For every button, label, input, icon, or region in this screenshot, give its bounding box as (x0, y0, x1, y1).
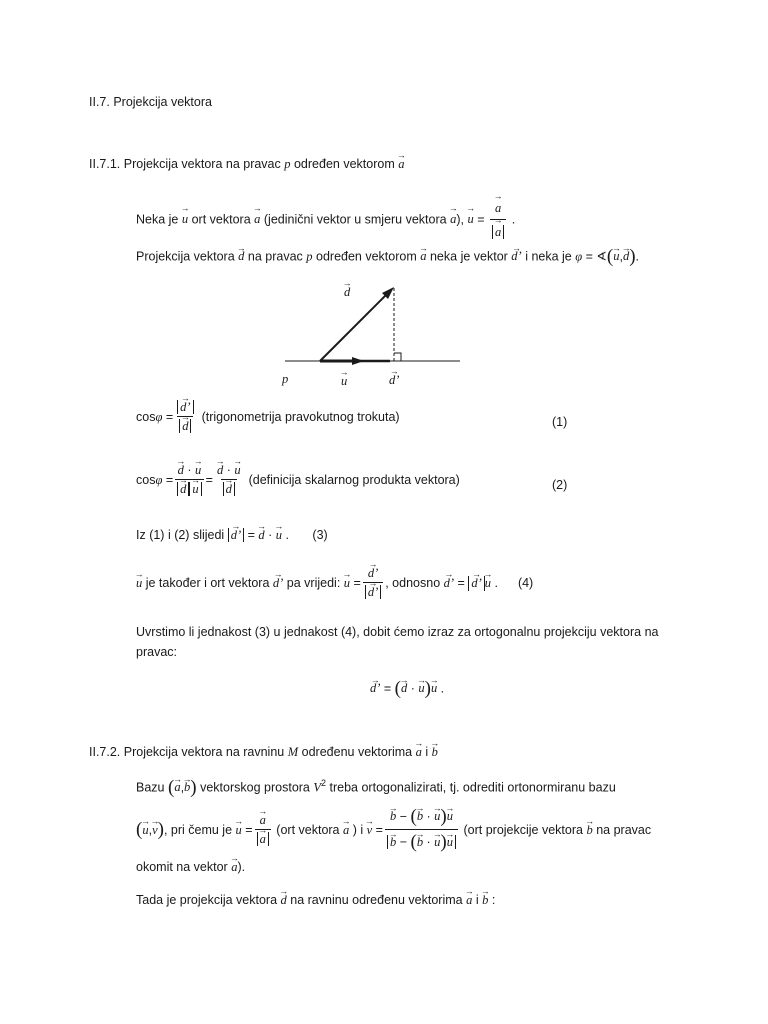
equation-3: Iz (1) i (2) slijedi → d’ = → d · → u . (3) (136, 528, 328, 543)
formula-u-fraction: → a → a (490, 198, 506, 242)
equation-1: cosφ = → d’ → d (trigonometrija pravokutnog trokuta) (136, 400, 400, 434)
figure-label-dprime: → d’ (389, 373, 399, 388)
formula-orthogonal-projection: → d’ = (→ d · → u)→ u . (370, 678, 444, 700)
subsection-heading-1: II.7.1. Projekcija vektora na pravac p određen vektorom → a (89, 157, 404, 172)
right-angle-mark (394, 353, 401, 361)
figure-label-d: → d (344, 285, 350, 300)
projection-figure (280, 278, 470, 393)
paragraph-substitution-line2: pravac: (136, 645, 177, 659)
subsection-heading-2: II.7.2. Projekcija vektora na ravninu M određenu vektorima → a i → b (89, 745, 438, 760)
figure-label-u: → u (341, 374, 347, 389)
equation-2-number: (2) (552, 478, 568, 492)
paragraph-basis-line2: ( → u , → v ) , pri čemu je → u = → a → a (ort vektora → a ) i → v = → b − (→ b · → u)→ u → b − (→ b · → u)→ u (ort projekcije vektora → b na pravac (136, 806, 651, 854)
paragraph-projection: Projekcija vektora → d na pravac p određen vektorom → a neka je vektor → d’ i neka je φ = ∢(→ u,→ d). (136, 246, 639, 268)
paragraph-basis-line3: okomit na vektor → a). (136, 860, 245, 875)
equation-2: cosφ = → d · → u → d→ u = → d · → u → d (definicija skalarnog produkta vektora) (136, 463, 460, 497)
equation-4: → u je također i ort vektora → d’ pa vrijedi: → u = → d’ → d’ , odnosno → d’ = → d’ → u . (4) (136, 566, 533, 600)
section-title: II.7. Projekcija vektora (89, 95, 212, 109)
equation-1-number: (1) (552, 415, 568, 429)
paragraph-ort-definition: Neka je → u ort vektora → a (jedinični vektor u smjeru vektora → a), → u = → a → a . (136, 198, 515, 242)
paragraph-plane-projection: Tada je projekcija vektora → d na ravninu određenu vektorima → a i → b : (136, 893, 495, 908)
figure-label-p: p (282, 372, 289, 386)
vector-a: → a (398, 157, 404, 172)
arrowhead-u (352, 357, 364, 365)
paragraph-basis-line1: Bazu (→ a,→ b) vektorskog prostora $V^2$ treba ortogonalizirati, tj. odrediti ortonormiranu bazu (136, 777, 616, 799)
vector-d-arrow (320, 291, 390, 361)
symbol-p: p (284, 157, 291, 171)
paragraph-substitution-line1: Uvrstimo li jednakost (3) u jednakost (4), dobit ćemo izraz za ortogonalnu projekciju vektora na (136, 625, 659, 639)
